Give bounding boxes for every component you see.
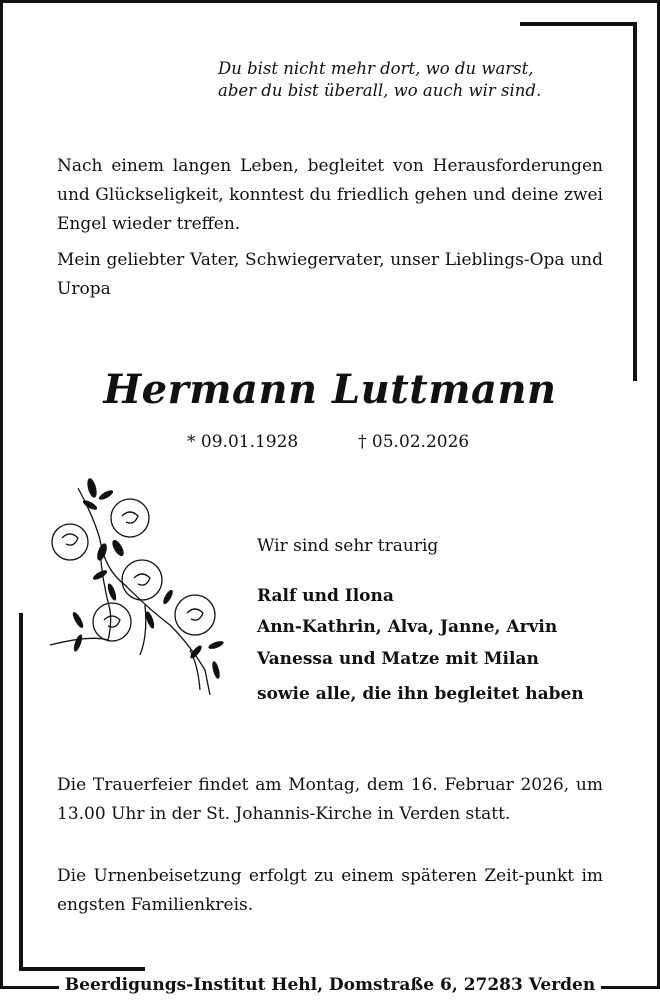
relation-text: Mein geliebter Vater, Schwiegervater, unser Lieblings-Opa und Uropa: [57, 250, 603, 299]
deceased-name: Hermann Luttmann: [103, 366, 557, 413]
intro-text: Nach einem langen Leben, begleitet von Herausforderungen und Glückseligkeit, konntest du friedlich gehen und deine zwei Engel wieder treffen.: [57, 156, 603, 234]
mourner-line: sowie alle, die ihn begleitet haben: [257, 684, 584, 704]
quote-line-2: aber du bist überall, wo auch wir sind.: [218, 81, 542, 100]
mourner-line: Vanessa und Matze mit Milan: [257, 649, 539, 669]
death-date: † 05.02.2026: [358, 432, 470, 452]
mourners-heading: Wir sind sehr traurig: [257, 536, 439, 556]
mourner-line: Ralf und Ilona: [257, 586, 394, 606]
funeral-home-address: Beerdigungs-Institut Hehl, Domstraße 6, 27283 Verden: [59, 975, 601, 995]
footer: [0, 975, 660, 995]
burial-info: Die Urnenbeisetzung erfolgt zu einem späteren Zeit-punkt im engsten Familienkreis.: [57, 866, 603, 915]
quote-line-1: Du bist nicht mehr dort, wo du warst,: [218, 59, 534, 78]
mourner-line: Ann-Kathrin, Alva, Janne, Arvin: [257, 617, 558, 637]
birth-date: * 09.01.1928: [187, 432, 299, 452]
funeral-info: Die Trauerfeier findet am Montag, dem 16. Februar 2026, um 13.00 Uhr in der St. Johannis-Kirche in Verden statt.: [57, 775, 603, 824]
quote: [218, 58, 541, 102]
roses-illustration-icon: [40, 460, 240, 700]
